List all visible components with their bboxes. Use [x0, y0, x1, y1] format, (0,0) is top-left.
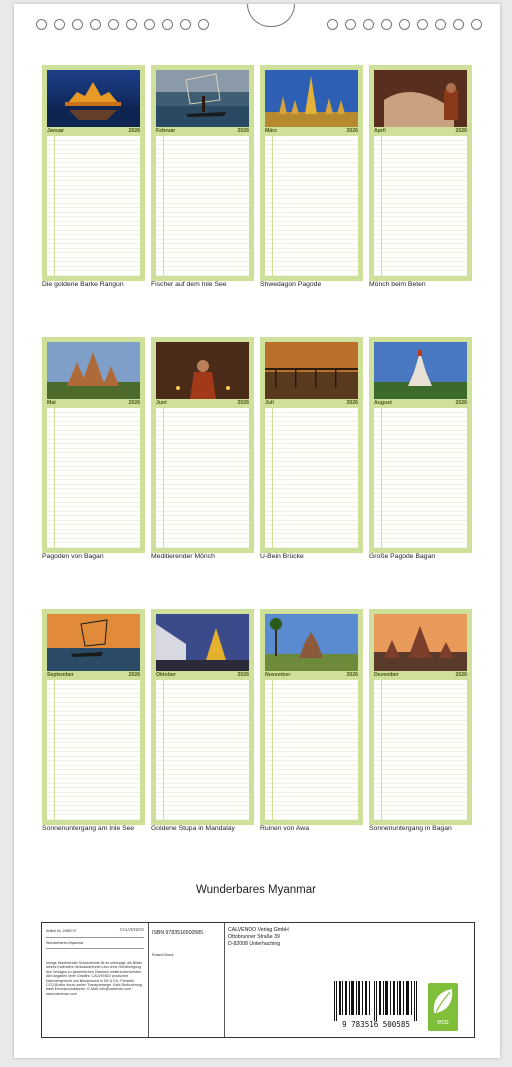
planner-grid — [265, 408, 358, 548]
publisher-name: CALVENDO Verlag GmbH — [228, 927, 289, 933]
month-name: Mai — [47, 400, 56, 406]
month-panel-dezember — [369, 609, 472, 825]
month-caption: Mönch beim Beten — [369, 281, 426, 288]
month-year: 2026 — [128, 128, 140, 134]
month-panel-juli — [260, 337, 363, 553]
month-caption: Goldene Stupa in Mandalay — [151, 825, 235, 832]
month-name: August — [374, 400, 392, 406]
calvendo-logo: CALVENDO — [119, 927, 144, 932]
month-header — [265, 400, 358, 407]
month-caption: Sonnenuntergang in Bagan — [369, 825, 452, 832]
month-year: 2026 — [455, 672, 467, 678]
planner-grid — [374, 408, 467, 548]
month-caption: Pagoden von Bagan — [42, 553, 104, 560]
planner-grid — [156, 680, 249, 820]
month-photo — [47, 614, 140, 671]
binding-hole — [327, 19, 338, 30]
month-panel-mai — [42, 337, 145, 553]
month-panel-februar — [151, 65, 254, 281]
eco-badge — [428, 983, 458, 1031]
binding-hole — [90, 19, 101, 30]
binding-hole — [198, 19, 209, 30]
binding-hole — [126, 19, 137, 30]
month-panel-maerz — [260, 65, 363, 281]
month-photo — [47, 342, 140, 399]
binding-hole — [471, 19, 482, 30]
month-photo — [156, 70, 249, 127]
month-year: 2026 — [346, 128, 358, 134]
month-photo — [47, 70, 140, 127]
eco-label: eco — [437, 1019, 449, 1026]
hanger-cutout — [247, 4, 295, 27]
month-header — [265, 128, 358, 135]
binding-hole — [381, 19, 392, 30]
isbn: ISBN 9783516500585 — [152, 930, 204, 936]
month-year: 2026 — [346, 400, 358, 406]
calendar-title: Wunderbares Myanmar — [196, 884, 316, 896]
binding-hole — [363, 19, 374, 30]
month-photo — [265, 614, 358, 671]
barcode-bars — [330, 981, 422, 1021]
month-name: Oktober — [156, 672, 176, 678]
month-caption: Fischer auf dem Inle See — [151, 281, 227, 288]
month-header — [374, 400, 467, 407]
binding-hole — [144, 19, 155, 30]
barcode — [330, 981, 422, 1029]
month-year: 2026 — [128, 400, 140, 406]
month-header — [156, 400, 249, 407]
month-photo — [265, 342, 358, 399]
month-caption: Große Pagode Bagan — [369, 553, 436, 560]
month-name: Februar — [156, 128, 176, 134]
binding-hole — [417, 19, 428, 30]
month-photo — [265, 70, 358, 127]
month-header — [265, 672, 358, 679]
month-name: Dezember — [374, 672, 399, 678]
leaf-icon — [428, 983, 458, 1019]
binding-hole — [108, 19, 119, 30]
month-name: Juli — [265, 400, 274, 406]
month-photo — [374, 614, 467, 671]
product-info-box — [41, 922, 475, 1038]
month-panel-oktober — [151, 609, 254, 825]
month-year: 2026 — [455, 400, 467, 406]
month-caption: Sonnenuntergang am Inle See — [42, 825, 135, 832]
month-caption: U-Bein Brücke — [260, 553, 304, 560]
author: Roland Brack — [152, 953, 174, 957]
month-panel-september — [42, 609, 145, 825]
planner-grid — [265, 136, 358, 276]
binding-holes-left — [36, 19, 209, 33]
binding-hole — [399, 19, 410, 30]
publisher-city: D-82008 Unterhaching — [228, 941, 281, 947]
month-photo — [374, 70, 467, 127]
binding-hole — [180, 19, 191, 30]
planner-grid — [47, 136, 140, 276]
month-panel-januar — [42, 65, 145, 281]
month-caption: Die goldene Barke Rangun — [42, 281, 124, 288]
month-header — [47, 400, 140, 407]
barcode-digits: 9 783516 500585 — [342, 1020, 410, 1029]
month-header — [374, 672, 467, 679]
month-header — [47, 672, 140, 679]
planner-grid — [156, 408, 249, 548]
binding-holes-right — [327, 19, 482, 33]
month-panel-november — [260, 609, 363, 825]
binding-hole — [453, 19, 464, 30]
month-panel-april — [369, 65, 472, 281]
planner-grid — [374, 680, 467, 820]
month-name: September — [47, 672, 74, 678]
binding-hole — [162, 19, 173, 30]
binding-hole — [72, 19, 83, 30]
month-header — [47, 128, 140, 135]
month-year: 2026 — [128, 672, 140, 678]
planner-grid — [156, 136, 249, 276]
month-caption: Meditierender Mönch — [151, 553, 215, 560]
month-name: Januar — [47, 128, 65, 134]
binding-hole — [54, 19, 65, 30]
month-caption: Shwedagon Pagode — [260, 281, 322, 288]
month-caption: Ruinen von Awa — [260, 825, 309, 832]
planner-grid — [47, 680, 140, 820]
month-header — [156, 128, 249, 135]
planner-grid — [265, 680, 358, 820]
month-header — [374, 128, 467, 135]
month-year: 2026 — [237, 400, 249, 406]
article-row — [46, 927, 144, 938]
binding-hole — [345, 19, 356, 30]
publisher-street: Ottobrunner Straße 39 — [228, 934, 280, 940]
article-number: Artikel Nr. 2985747 — [46, 929, 77, 933]
month-name: Juni — [156, 400, 167, 406]
info-column-isbn — [149, 923, 225, 1037]
month-photo — [156, 342, 249, 399]
binding-hole — [36, 19, 47, 30]
month-year: 2026 — [237, 672, 249, 678]
month-year: 2026 — [237, 128, 249, 134]
planner-grid — [47, 408, 140, 548]
month-header — [156, 672, 249, 679]
binding-hole — [435, 19, 446, 30]
month-photo — [156, 614, 249, 671]
month-name: April — [374, 128, 386, 134]
planner-grid — [374, 136, 467, 276]
month-photo — [374, 342, 467, 399]
month-panel-juni — [151, 337, 254, 553]
short-title: Wunderbares Myanmar — [46, 941, 144, 949]
month-name: März — [265, 128, 277, 134]
month-year: 2026 — [455, 128, 467, 134]
info-column-legal — [42, 923, 149, 1037]
info-column-publisher — [225, 923, 325, 1037]
month-year: 2026 — [346, 672, 358, 678]
month-panel-august — [369, 337, 472, 553]
legal-notice: Infolge bestehender Schutzrechte ist es untersagt, die Bilder dieses Kalenders herauszutrennen und ohne Genehmigung des Verlages zu gewerblichen Zwecken weiterzuverwenden. Alle Angaben ohne Gewähr. CALVENDO produziert kalendergerecht und klimaneutral in DE & EU. Preis/ein CCO-Buche durch sorten Transportwege. Kahl-Reduzierung dank Einzelproduktionen. E-Mail: info@calvendo.com · www.calvendo.com — [46, 961, 143, 996]
month-name: November — [265, 672, 291, 678]
